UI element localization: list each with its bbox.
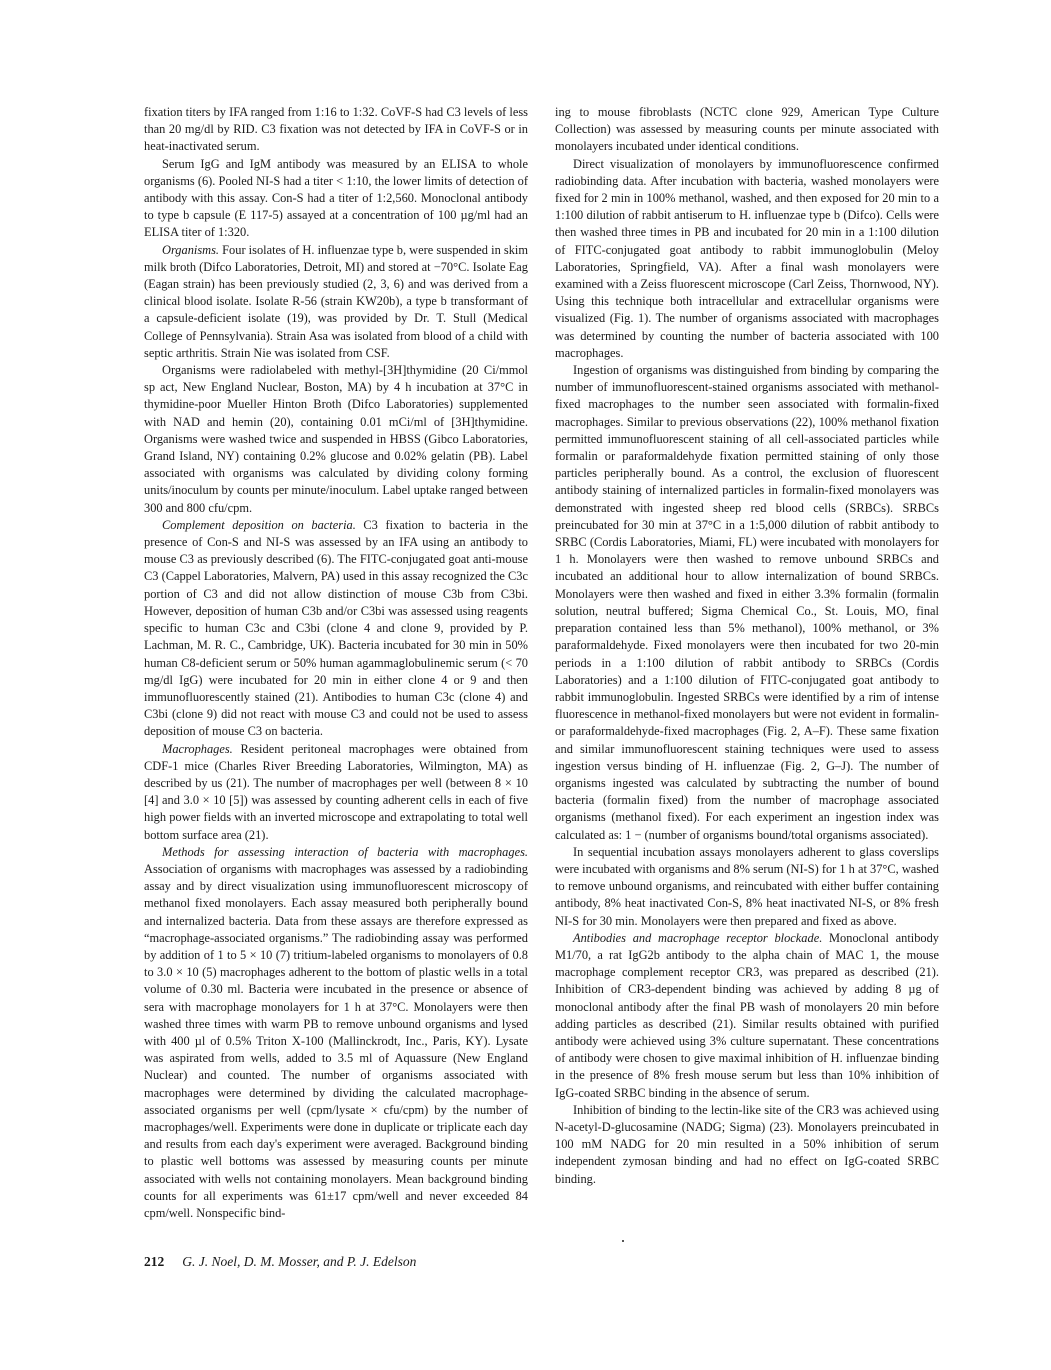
paragraph-text: Resident peritoneal macrophages were obtained from CDF-1 mice (Charles River Breeding Laboratories, Wilmington, MA) as described by us (21). The number of macrophages per well (between 8 × 10 [4] and 3.0 × 10 [5]) was assessed by counting adherent cells in each of five high power fields with an inverted microscope and extrapolating to total well bottom surface area (21). <box>144 741 528 842</box>
paragraph: Direct visualization of monolayers by immunofluorescence confirmed radiobinding data. After incubation with bacteria, washed monolayers were fixed for 2 min in 100% methanol, washed, and then exposed for 20 min to a 1:100 dilution of rabbit antiserum to H. influenzae type b (Difco). Cells were then washed three times in PB and incubated for 20 min in a 1:100 dilution of FITC-conjugated goat antibody to rabbit immunoglobulin (Meloy Laboratories, Springfield, VA). After a final wash monolayers were examined with a Zeiss fluorescent microscope (Carl Zeiss, Thornwood, NY). Using this technique both intracellular and extracellular organisms were visualized (Fig. 1). The number of organisms associated with macrophages was determined by counting the number of bacteria associated with 100 macrophages. <box>555 156 939 360</box>
section-heading: Complement deposition on bacteria. <box>162 517 356 532</box>
page-number: 212 <box>144 1254 165 1269</box>
paragraph-text: C3 fixation to bacteria in the presence of Con-S and NI-S was assessed by an IFA using an antibody to mouse C3 as previously described (6). The FITC-conjugated goat anti-mouse C3 (Cappel Laboratories, Malvern, PA) used in this assay recognized the C3c portion of C3 and did not allow distinction of mouse C3b from C3bi. However, deposition of human C3b and/or C3bi was assessed using reagents specific to human C3c and C3bi (clone 4 and clone 9, provided by P. Lachman, M. R. C., Cambridge, UK). Bacteria incubated for 30 min in 50% human C8-deficient serum or 50% human agammaglobulinemic serum (< 70 mg/dl IgG) were incubated for 20 min in either clone 4 or 9 and then immunofluorescently stained (21). Antibodies to human C3c (clone 4) and C3bi (clone 9) did not react with mouse C3 and could not be used to assess deposition of mouse C3 on bacteria. <box>144 517 528 739</box>
section-heading: Antibodies and macrophage receptor blockade. <box>573 930 823 945</box>
paragraph: Inhibition of binding to the lectin-like site of the CR3 was achieved using N-acetyl-D-glucosamine (NADG; Sigma) (23). Monolayers preincubated in 100 mM NADG for 20 min resulted in a 50% inhibition of serum independent zymosan binding and had no effect on IgG-coated SRBC binding. <box>555 1102 939 1186</box>
left-column <box>144 104 528 1222</box>
paragraph: Serum IgG and IgM antibody was measured by an ELISA to whole organisms (6). Pooled NI-S had a titer < 1:10, the lower limits of detection of antibody with this assay. Con-S had a titer of 1:2,560. Monoclonal antibody to type b capsule (E 117-5) assayed at a concentration of 100 µg/ml had an ELISA titer of 1:320. <box>144 156 528 240</box>
paragraph: Ingestion of organisms was distinguished from binding by comparing the number of immunofluorescent-stained organisms associated with methanol-fixed macrophages to the number seen associated with formalin-fixed macrophages. Similar to previous observations (22), 100% methanol fixation permitted immunofluorescent staining of all cell-associated particles while formalin or paraformaldehyde fixation permitted staining of only those particles peripherally bound. As a control, the exclusion of fluorescent antibody staining of internalized particles in formalin-fixed monolayers was demonstrated with ingested sheep red blood cells (SRBCs). SRBCs preincubated for 30 min at 37°C in a 1:5,000 dilution of rabbit antibody to SRBC (Cordis Laboratories, Miami, FL) were incubated with monolayers for 1 h. Monolayers were then washed to remove unbound SRBCs and incubated an additional hour to allow internalization of bound SRBCs. Monolayers were then washed and fixed in either 3.3% formalin (formalin solution, neutral buffered; Sigma Chemical Co., St. Louis, MO, final preparation contained less than 5% methanol), 100% methanol, or 3% paraformaldehyde. Fixed monolayers were then incubated for two 20-min periods in a 1:100 dilution of rabbit antibody to SRBCs (Cordis Laboratories) and a 1:100 dilution of FITC-conjugated goat antibody to rabbit immunoglobulin. Ingested SRBCs were identified by a rim of intense fluorescence in methanol-fixed monolayers but were not evident in formalin- or paraformaldehyde-fixed macrophages (Fig. 2, A–F). These same fixation and similar immunofluorescent staining techniques were used to assess ingestion versus binding of H. influenzae (Fig. 2, G–J). The number of organisms ingested was calculated by subtracting the number of bound bacteria (formalin fixed) from the number of macrophage associated organisms (methanol fixed). For each experiment an ingestion index was calculated as: 1 − (number of organisms bound/total organisms associated). <box>555 363 939 842</box>
paragraph-text: Four isolates of H. influenzae type b, were suspended in skim milk broth (Difco Laboratories, Detroit, MI) and stored at −70°C. Isolate Eag (Eagan strain) has been previously studied (2, 3, 6) and was derived from a clinical blood isolate. Isolate R-56 (strain KW20b), a type b transformant of a capsule-deficient isolate (19), was provided by Dr. T. Stull (Medical College of Pennsylvania). Strain Asa was isolated from blood of a child with septic arthritis. Strain Nie was isolated from CSF. <box>144 242 528 360</box>
paragraph: In sequential incubation assays monolayers adherent to glass coverslips were incubated with organisms and 8% serum (NI-S) for 1 h at 37°C, washed to remove unbound organisms, and reincubated with either buffer containing antibody, 8% heat inactivated Con-S, 8% heat inactivated NI-S, or 8% fresh NI-S for 30 min. Monolayers were then prepared and fixed as above. <box>555 844 939 928</box>
paragraph <box>144 517 528 741</box>
paragraph: Organisms were radiolabeled with methyl-[3H]thymidine (20 Ci/mmol sp act, New England Nuclear, Boston, MA) by 4 h incubation at 37°C in thymidine-poor Mueller Hinton Broth (Difco Laboratories) supplemented with NAD and hemin (20), containing 0.01 mCi/ml of [3H]thymidine. Organisms were washed twice and suspended in HBSS (Gibco Laboratories, Grand Island, NY) containing 0.2% glucose and 0.02% gelatin (PB). Label associated with organisms was calculated by dividing colony forming units/inoculum by counts per minute/inoculum. Label uptake ranged between 300 and 800 cfu/cpm. <box>144 363 528 515</box>
paragraph <box>555 930 939 1102</box>
running-authors: G. J. Noel, D. M. Mosser, and P. J. Edelson <box>182 1254 417 1269</box>
section-heading: Methods for assessing interaction of bacteria with macrophages. <box>162 844 528 859</box>
paragraph <box>144 741 528 844</box>
paragraph <box>144 242 528 362</box>
section-heading: Organisms. <box>162 242 220 257</box>
paragraph: ing to mouse fibroblasts (NCTC clone 929, American Type Culture Collection) was assessed by measuring counts per minute associated with monolayers incubated under identical conditions. <box>555 105 939 154</box>
paragraph <box>144 844 528 1222</box>
section-heading: Macrophages. <box>162 741 233 756</box>
right-column <box>555 104 939 1188</box>
paragraph-text: Monoclonal antibody M1/70, a rat IgG2b antibody to the alpha chain of MAC 1, the mouse macrophage complement receptor CR3, was prepared as described (21). Inhibition of CR3-dependent binding was achieved by adding 8 µg of monoclonal antibody after the final PB wash of monolayers 20 min before adding particles as described (21). Similar results obtained with purified antibody were achieved using 3% culture supernatant. These concentrations of antibody were chosen to give maximal inhibition of H. influenzae binding in the presence of 8% fresh mouse serum but less than 10% inhibition of IgG-coated SRBC binding in the absence of serum. <box>555 930 939 1100</box>
paragraph: fixation titers by IFA ranged from 1:16 to 1:32. CoVF-S had C3 levels of less than 20 mg/dl by RID. C3 fixation was not detected by IFA in CoVF-S or in heat-inactivated serum. <box>144 105 528 154</box>
stray-mark <box>622 1240 624 1242</box>
page-footer <box>144 1254 416 1270</box>
paragraph-text: Association of organisms with macrophages was assessed by a radiobinding assay and by direct visualization using immunofluorescent microscopy of methanol fixed monolayers. Each assay measured both peripherally bound and internalized bacteria. Data from these assays are therefore expressed as “macrophage-associated organisms.” The radiobinding assay was performed by addition of 1 to 5 × 10 (7) tritium-labeled organisms to monolayers of 0.8 to 3.0 × 10 (5) macrophages adherent to the bottom of plastic wells in a total volume of 0.30 ml. Bacteria were incubated in the presence or absence of sera with macrophage monolayers for 1 h at 37°C. Monolayers were then washed three times with warm PB to remove unbound organisms and lysed with 400 µl of 0.5% Triton X-100 (Mallinckrodt, Inc., Paris, KY). Lysate was aspirated from wells, added to 3.5 ml of Aquassure (New England Nuclear) and counted. The number of organisms associated with macrophages were determined by dividing the calculated macrophage-associated organisms per well (cpm/lysate × cfu/cpm) by the number of macrophages/well. Experiments were done in duplicate or triplicate each day and results from each day's experiment were averaged. Background binding to plastic well bottoms was assessed by measuring counts per minute associated with wells not containing monolayers. Mean background binding counts for all experiments was 61±17 cpm/well and never exceeded 84 cpm/well. Nonspecific bind- <box>144 861 528 1220</box>
